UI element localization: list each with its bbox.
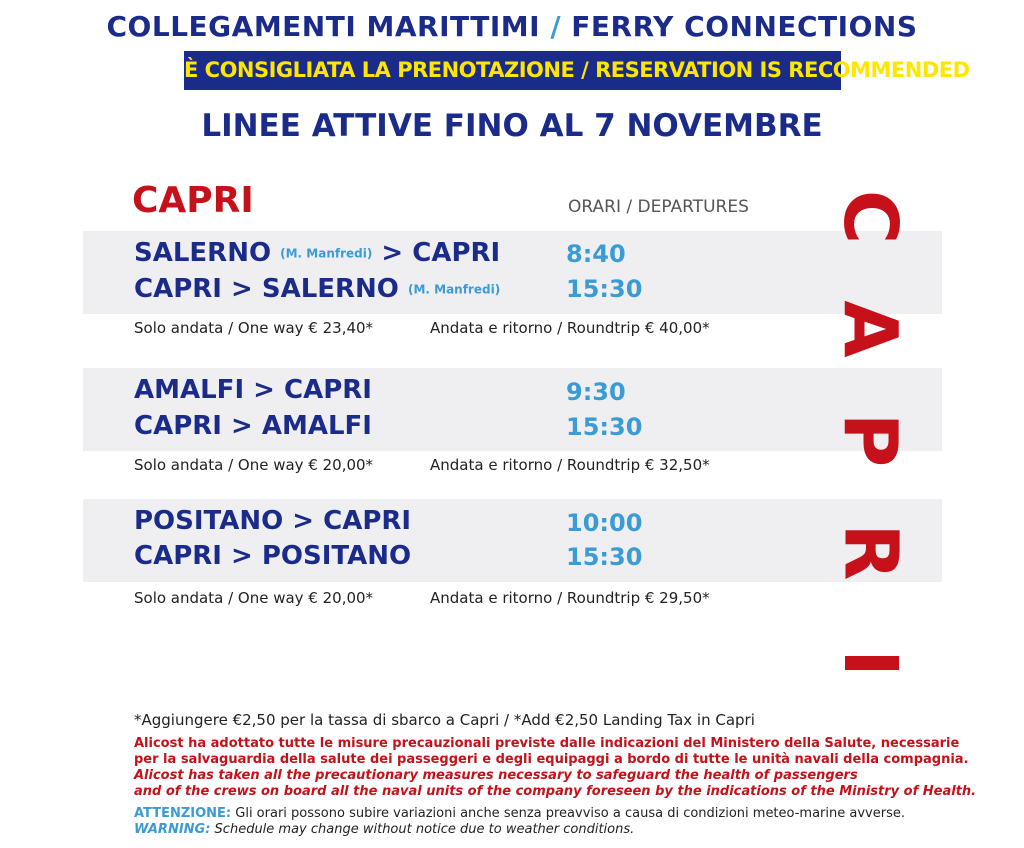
- health-notice-en-line1: Alicost has taken all the precautionary measures necessary to safeguard the health of passengers: [134, 768, 858, 783]
- vertical-letter: I: [826, 649, 913, 677]
- section-title: CAPRI: [132, 180, 254, 221]
- health-notice-it-line2: per la salvaguardia della salute dei passeggeri e degli equipaggi a bordo di tutte le unità navali della compagnia.: [134, 752, 969, 767]
- warning-text: Gli orari possono subire variazioni anche senza preavviso a causa di condizioni meteo-marine avverse.: [231, 806, 905, 821]
- departure-time: 15:30: [566, 413, 643, 441]
- price-one-way: Solo andata / One way € 20,00*: [134, 589, 374, 607]
- warning-en: [134, 822, 634, 837]
- route-main: CAPRI > SALERNO: [134, 274, 399, 304]
- route-return-salerno: [134, 274, 500, 304]
- vertical-letter: R: [826, 523, 913, 580]
- departure-time: 15:30: [566, 275, 643, 303]
- departure-time: 15:30: [566, 543, 643, 571]
- warning-label: ATTENZIONE:: [134, 806, 232, 821]
- price-roundtrip: Andata e ritorno / Roundtrip € 29,50*: [430, 589, 710, 607]
- route-destination: > CAPRI: [381, 238, 501, 268]
- warning-text: Schedule may change without notice due to weather conditions.: [210, 822, 635, 837]
- departures-sep: /: [626, 197, 633, 217]
- route-return-amalfi: CAPRI > AMALFI: [134, 411, 372, 441]
- route-outbound-salerno: [134, 238, 500, 268]
- price-one-way: Solo andata / One way € 23,40*: [134, 319, 374, 337]
- route-outbound-positano: POSITANO > CAPRI: [134, 506, 412, 536]
- port-note: (M. Manfredi): [280, 246, 373, 261]
- price-roundtrip: Andata e ritorno / Roundtrip € 32,50*: [430, 456, 710, 474]
- departure-time: 10:00: [566, 509, 643, 537]
- route-return-positano: CAPRI > POSITANO: [134, 541, 412, 571]
- vertical-letter: C: [827, 189, 913, 245]
- vertical-capri-lettering: [826, 180, 913, 700]
- departure-time: 8:40: [566, 240, 626, 268]
- validity-subtitle: LINEE ATTIVE FINO AL 7 NOVEMBRE: [201, 108, 823, 144]
- departures-label-en: DEPARTURES: [637, 197, 749, 217]
- departures-label-it: ORARI: [568, 197, 621, 217]
- title-english: FERRY CONNECTIONS: [571, 10, 918, 43]
- route-outbound-amalfi: AMALFI > CAPRI: [134, 375, 372, 405]
- reservation-banner: È CONSIGLIATA LA PRENOTAZIONE / RESERVATION IS RECOMMENDED: [184, 51, 841, 90]
- price-roundtrip: Andata e ritorno / Roundtrip € 40,00*: [430, 319, 710, 337]
- health-notice-en-line2: and of the crews on board all the naval units of the company foreseen by the indications of the Ministry of Health.: [134, 784, 977, 799]
- title-italian: COLLEGAMENTI MARITTIMI: [106, 10, 541, 43]
- page-title: [0, 10, 1024, 43]
- warning-label: WARNING:: [134, 822, 211, 837]
- landing-tax-footnote: *Aggiungere €2,50 per la tassa di sbarco a Capri / *Add €2,50 Landing Tax in Capri: [134, 711, 755, 729]
- port-note: (M. Manfredi): [407, 282, 501, 297]
- route-origin: SALERNO: [134, 238, 272, 268]
- health-notice-it-line1: Alicost ha adottato tutte le misure precauzionali previste dalle indicazioni del Ministero della Salute, necessarie: [134, 736, 960, 751]
- departure-time: 9:30: [566, 378, 626, 406]
- price-one-way: Solo andata / One way € 20,00*: [134, 456, 374, 474]
- departures-header: [568, 197, 749, 217]
- vertical-letter: A: [827, 299, 913, 358]
- vertical-letter: P: [827, 412, 913, 468]
- title-slash: /: [550, 10, 562, 43]
- warning-it: [134, 806, 905, 821]
